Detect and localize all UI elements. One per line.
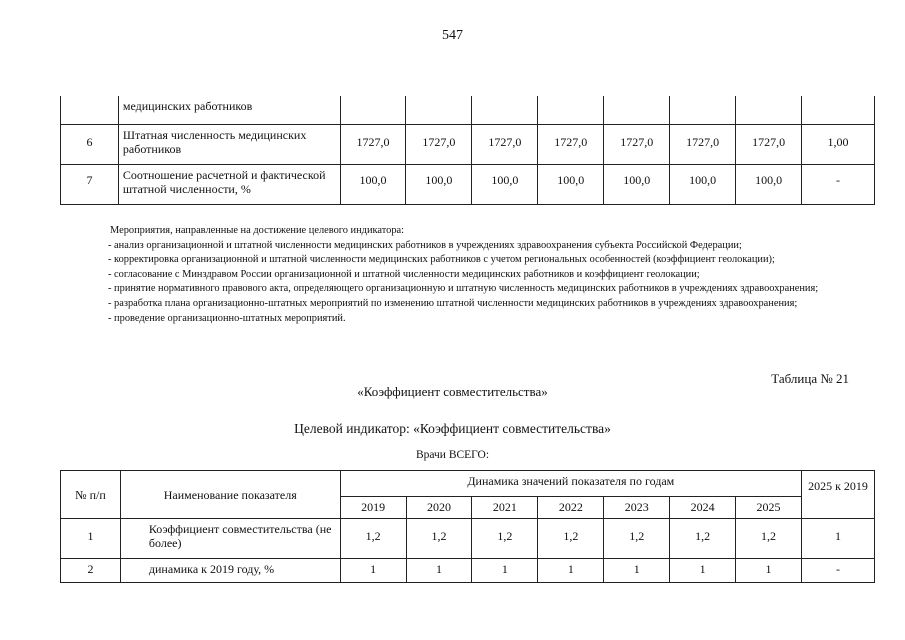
row-number: 7 xyxy=(61,164,119,204)
value-cell: 100,0 xyxy=(538,164,604,204)
value-cell: 1 xyxy=(472,559,538,583)
table-number-label: Таблица № 21 xyxy=(771,371,849,386)
value-cell: 1727,0 xyxy=(604,124,670,164)
header-year: 2020 xyxy=(406,497,472,519)
measure-item: - согласование с Минздравом России организационной и штатной численности медицинских работников и коэффициент геолокации; xyxy=(108,268,700,280)
table-row xyxy=(61,124,875,164)
header-name: Наименование показателя xyxy=(120,471,340,519)
value-cell: 1,2 xyxy=(736,519,802,559)
value-cell: 1,2 xyxy=(472,519,538,559)
value-cell xyxy=(604,96,670,124)
value-cell: 100,0 xyxy=(406,164,472,204)
ratio-cell: 1,00 xyxy=(802,124,875,164)
table-row xyxy=(61,559,875,583)
row-number: 1 xyxy=(61,519,121,559)
indicator-name-text: Коэффициент совместительства (не более) xyxy=(148,522,332,550)
measures-list xyxy=(60,224,850,326)
header-ratio: 2025 к 2019 xyxy=(801,471,874,519)
header-number: № п/п xyxy=(61,471,121,519)
value-cell: 100,0 xyxy=(340,164,406,204)
value-cell: 1727,0 xyxy=(340,124,406,164)
value-cell: 1,2 xyxy=(604,519,670,559)
value-cell xyxy=(472,96,538,124)
value-cell: 1727,0 xyxy=(406,124,472,164)
value-cell xyxy=(538,96,604,124)
header-year: 2019 xyxy=(340,497,406,519)
measures-intro: Мероприятия, направленные на достижение целевого индикатора: xyxy=(110,225,405,236)
indicator-name: динамика к 2019 году, % xyxy=(120,559,340,583)
row-number xyxy=(61,96,119,124)
value-cell: 1 xyxy=(538,559,604,583)
value-cell xyxy=(340,96,406,124)
ratio-cell: - xyxy=(801,559,874,583)
measure-item: - корректировка организационной и штатной численности медицинских работников с учетом региональных особенностей (коэффициент геолокации); xyxy=(108,254,775,266)
ratio-cell: 1 xyxy=(801,519,874,559)
value-cell: 100,0 xyxy=(736,164,802,204)
indicator-name: Штатная численность медицинских работников xyxy=(118,124,340,164)
value-cell: 1,2 xyxy=(538,519,604,559)
value-cell: 1 xyxy=(604,559,670,583)
value-cell: 1,2 xyxy=(340,519,406,559)
page-number: 547 xyxy=(442,28,463,43)
value-cell: 1,2 xyxy=(406,519,472,559)
header-dynamics: Динамика значений показателя по годам xyxy=(340,471,801,497)
indicator-name xyxy=(120,519,340,559)
value-cell: 1 xyxy=(340,559,406,583)
value-cell: 1727,0 xyxy=(538,124,604,164)
ratio-cell: - xyxy=(802,164,875,204)
row-number: 2 xyxy=(61,559,121,583)
staffing-table xyxy=(60,96,875,205)
value-cell: 1 xyxy=(406,559,472,583)
value-cell: 1,2 xyxy=(670,519,736,559)
subgroup-label: Врачи ВСЕГО: xyxy=(415,449,490,461)
target-indicator-title: Целевой индикатор: «Коэффициент совместительства» xyxy=(294,421,611,436)
header-year: 2021 xyxy=(472,497,538,519)
value-cell: 1727,0 xyxy=(736,124,802,164)
indicator-name: Соотношение расчетной и фактической штатной численности, % xyxy=(118,164,340,204)
table-title: «Коэффициент совместительства» xyxy=(357,384,548,399)
value-cell xyxy=(406,96,472,124)
row-number: 6 xyxy=(61,124,119,164)
value-cell: 1727,0 xyxy=(472,124,538,164)
value-cell: 100,0 xyxy=(472,164,538,204)
value-cell: 1 xyxy=(736,559,802,583)
value-cell: 1727,0 xyxy=(670,124,736,164)
value-cell: 100,0 xyxy=(604,164,670,204)
measure-item: - разработка плана организационно-штатных мероприятий по изменению штатной численности медицинских работников в учреждениях здравоохранения; xyxy=(108,297,798,309)
ratio-cell xyxy=(802,96,875,124)
value-cell: 100,0 xyxy=(670,164,736,204)
header-year: 2024 xyxy=(670,497,736,519)
table-row xyxy=(61,96,875,124)
value-cell xyxy=(670,96,736,124)
measure-item: - проведение организационно-штатных мероприятий. xyxy=(108,312,346,324)
header-year: 2025 xyxy=(736,497,802,519)
indicator-name: медицинских работников xyxy=(118,96,340,124)
header-year: 2022 xyxy=(538,497,604,519)
measure-item: - принятие нормативного правового акта, определяющего организационную и штатную численность медицинских работников в учреждениях здравоохранения; xyxy=(108,283,819,295)
measure-item: - анализ организационной и штатной численности медицинских работников в учреждениях здравоохранения субъекта Российской Федерации; xyxy=(108,239,742,251)
table-header-row xyxy=(61,471,875,497)
table-row xyxy=(61,519,875,559)
value-cell xyxy=(736,96,802,124)
value-cell: 1 xyxy=(670,559,736,583)
coefficient-table xyxy=(60,470,875,583)
table-row xyxy=(61,164,875,204)
header-year: 2023 xyxy=(604,497,670,519)
